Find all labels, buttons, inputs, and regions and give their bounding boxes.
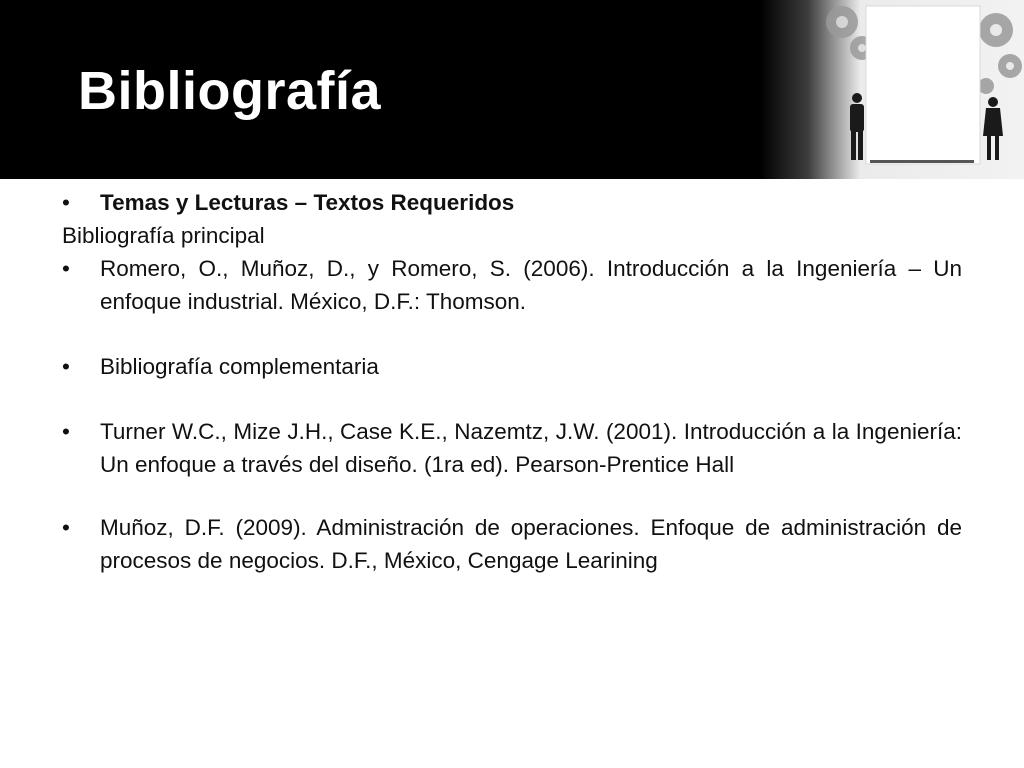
reference-text: Turner W.C., Mize J.H., Case K.E., Nazemtz, J.W. (2001). Introducción a la Ingeniería: Un enfoque a través del diseño. (1ra ed). Pearson-Prentice Hall xyxy=(100,419,962,477)
bullet: • xyxy=(62,354,70,379)
list-item-complementaria xyxy=(62,350,962,383)
header-decoration xyxy=(800,0,1024,179)
slide-title: Bibliografía xyxy=(78,61,382,121)
slide-body xyxy=(62,186,962,577)
bullet: • xyxy=(62,419,70,444)
principal-label: Bibliografía principal xyxy=(62,223,265,248)
section-heading: Temas y Lecturas – Textos Requeridos xyxy=(100,190,515,215)
reference-text: Muñoz, D.F. (2009). Administración de operaciones. Enfoque de administración de procesos de negocios. D.F., México, Cengage Learining xyxy=(100,515,962,573)
list-item-heading xyxy=(62,186,962,219)
bullet: • xyxy=(62,256,70,281)
bullet: • xyxy=(62,190,70,215)
list-item-ref-3 xyxy=(62,511,962,577)
complementaria-label: Bibliografía complementaria xyxy=(100,354,379,379)
whiteboard-icon xyxy=(866,6,980,164)
reference-text: Romero, O., Muñoz, D., y Romero, S. (2006). Introducción a la Ingeniería – Un enfoque industrial. México, D.F.: Thomson. xyxy=(100,256,962,314)
list-item-ref-2 xyxy=(62,415,962,481)
businesswoman-icon xyxy=(983,97,1003,160)
slide-header xyxy=(0,0,1024,179)
bullet: • xyxy=(62,515,70,540)
list-item-ref-1 xyxy=(62,252,962,318)
businessman-icon xyxy=(850,93,864,160)
